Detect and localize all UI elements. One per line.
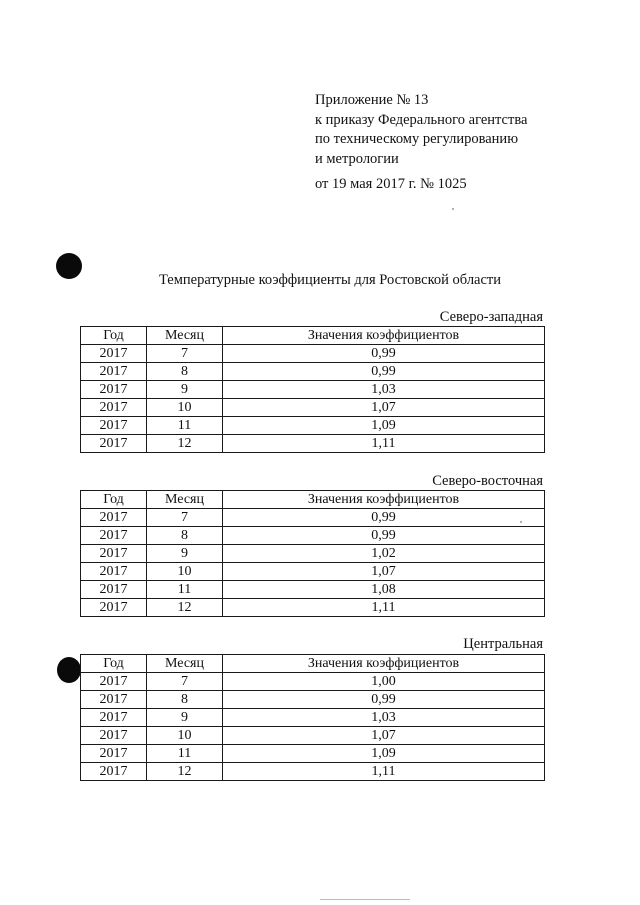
appendix-agency-line: по техническому регулированию xyxy=(315,131,519,147)
appendix-header xyxy=(315,91,575,195)
coefficient-table-northwest xyxy=(80,326,545,453)
cell-month: 9 xyxy=(147,381,223,399)
region-label-northwest: Северо-западная xyxy=(439,309,543,325)
cell-year: 2017 xyxy=(81,691,147,709)
cell-year: 2017 xyxy=(81,381,147,399)
cell-value: 1,11 xyxy=(223,599,545,617)
cell-year: 2017 xyxy=(81,745,147,763)
cell-month: 12 xyxy=(147,435,223,453)
cell-value: 0,99 xyxy=(223,363,545,381)
cell-value: 1,07 xyxy=(223,563,545,581)
cell-value: 1,09 xyxy=(223,417,545,435)
table-header-row xyxy=(81,327,545,345)
header-month: Месяц xyxy=(147,655,223,673)
table-row xyxy=(81,581,545,599)
cell-year: 2017 xyxy=(81,709,147,727)
cell-month: 10 xyxy=(147,563,223,581)
cell-month: 12 xyxy=(147,763,223,781)
cell-year: 2017 xyxy=(81,399,147,417)
header-value: Значения коэффициентов xyxy=(223,327,545,345)
cell-year: 2017 xyxy=(81,727,147,745)
cell-month: 9 xyxy=(147,709,223,727)
appendix-date: от 19 мая 2017 г. № 1025 xyxy=(315,176,467,192)
table-row xyxy=(81,563,545,581)
cell-value: 1,03 xyxy=(223,381,545,399)
cell-year: 2017 xyxy=(81,673,147,691)
header-month: Месяц xyxy=(147,491,223,509)
table-row xyxy=(81,527,545,545)
cell-year: 2017 xyxy=(81,435,147,453)
cell-month: 12 xyxy=(147,599,223,617)
document-title: Температурные коэффициенты для Ростовской области xyxy=(158,272,502,288)
appendix-order-line: к приказу Федерального агентства xyxy=(315,111,528,128)
cell-year: 2017 xyxy=(81,563,147,581)
cell-month: 8 xyxy=(147,691,223,709)
cell-value: 1,11 xyxy=(223,435,545,453)
cell-year: 2017 xyxy=(81,763,147,781)
header-value: Значения коэффициентов xyxy=(223,491,545,509)
table-row xyxy=(81,673,545,691)
scan-speck xyxy=(452,208,454,210)
cell-value: 1,07 xyxy=(223,727,545,745)
table-row xyxy=(81,599,545,617)
table-row xyxy=(81,691,545,709)
header-year: Год xyxy=(81,491,147,509)
cell-month: 11 xyxy=(147,417,223,435)
cell-year: 2017 xyxy=(81,417,147,435)
cell-value: 1,08 xyxy=(223,581,545,599)
coefficient-table-northeast xyxy=(80,490,545,617)
table-header-row xyxy=(81,491,545,509)
cell-year: 2017 xyxy=(81,345,147,363)
punch-hole-bottom xyxy=(57,657,81,683)
cell-year: 2017 xyxy=(81,581,147,599)
appendix-metrology-line: и метрологии xyxy=(315,150,399,167)
table-row xyxy=(81,545,545,563)
cell-value: 0,99 xyxy=(223,345,545,363)
cell-month: 11 xyxy=(147,745,223,763)
table-row xyxy=(81,345,545,363)
scan-edge-mark xyxy=(320,899,410,900)
cell-month: 8 xyxy=(147,527,223,545)
cell-month: 9 xyxy=(147,545,223,563)
table-header-row xyxy=(81,655,545,673)
cell-year: 2017 xyxy=(81,527,147,545)
punch-hole-top xyxy=(56,253,82,279)
scan-speck xyxy=(520,521,522,523)
region-label-northeast: Северо-восточная xyxy=(432,473,543,489)
table-row xyxy=(81,363,545,381)
coefficient-table-central xyxy=(80,654,545,781)
cell-month: 7 xyxy=(147,345,223,363)
header-year: Год xyxy=(81,327,147,345)
cell-year: 2017 xyxy=(81,545,147,563)
appendix-number: Приложение № 13 xyxy=(315,92,429,108)
table-row xyxy=(81,381,545,399)
cell-month: 7 xyxy=(147,673,223,691)
cell-month: 10 xyxy=(147,727,223,745)
cell-value: 1,02 xyxy=(223,545,545,563)
cell-month: 7 xyxy=(147,509,223,527)
cell-value: 1,00 xyxy=(223,673,545,691)
cell-month: 11 xyxy=(147,581,223,599)
table-row xyxy=(81,399,545,417)
cell-value: 0,99 xyxy=(223,691,545,709)
cell-year: 2017 xyxy=(81,363,147,381)
header-month: Месяц xyxy=(147,327,223,345)
cell-value: 1,09 xyxy=(223,745,545,763)
table-row xyxy=(81,509,545,527)
header-year: Год xyxy=(81,655,147,673)
table-row xyxy=(81,727,545,745)
header-value: Значения коэффициентов xyxy=(223,655,545,673)
cell-value: 1,03 xyxy=(223,709,545,727)
cell-year: 2017 xyxy=(81,599,147,617)
cell-year: 2017 xyxy=(81,509,147,527)
cell-value: 0,99 xyxy=(223,527,545,545)
table-row xyxy=(81,745,545,763)
cell-value: 0,99 xyxy=(223,509,545,527)
table-row xyxy=(81,417,545,435)
cell-month: 10 xyxy=(147,399,223,417)
table-row xyxy=(81,709,545,727)
cell-value: 1,07 xyxy=(223,399,545,417)
cell-value: 1,11 xyxy=(223,763,545,781)
table-row xyxy=(81,763,545,781)
region-label-central: Центральная xyxy=(463,636,543,652)
table-row xyxy=(81,435,545,453)
cell-month: 8 xyxy=(147,363,223,381)
